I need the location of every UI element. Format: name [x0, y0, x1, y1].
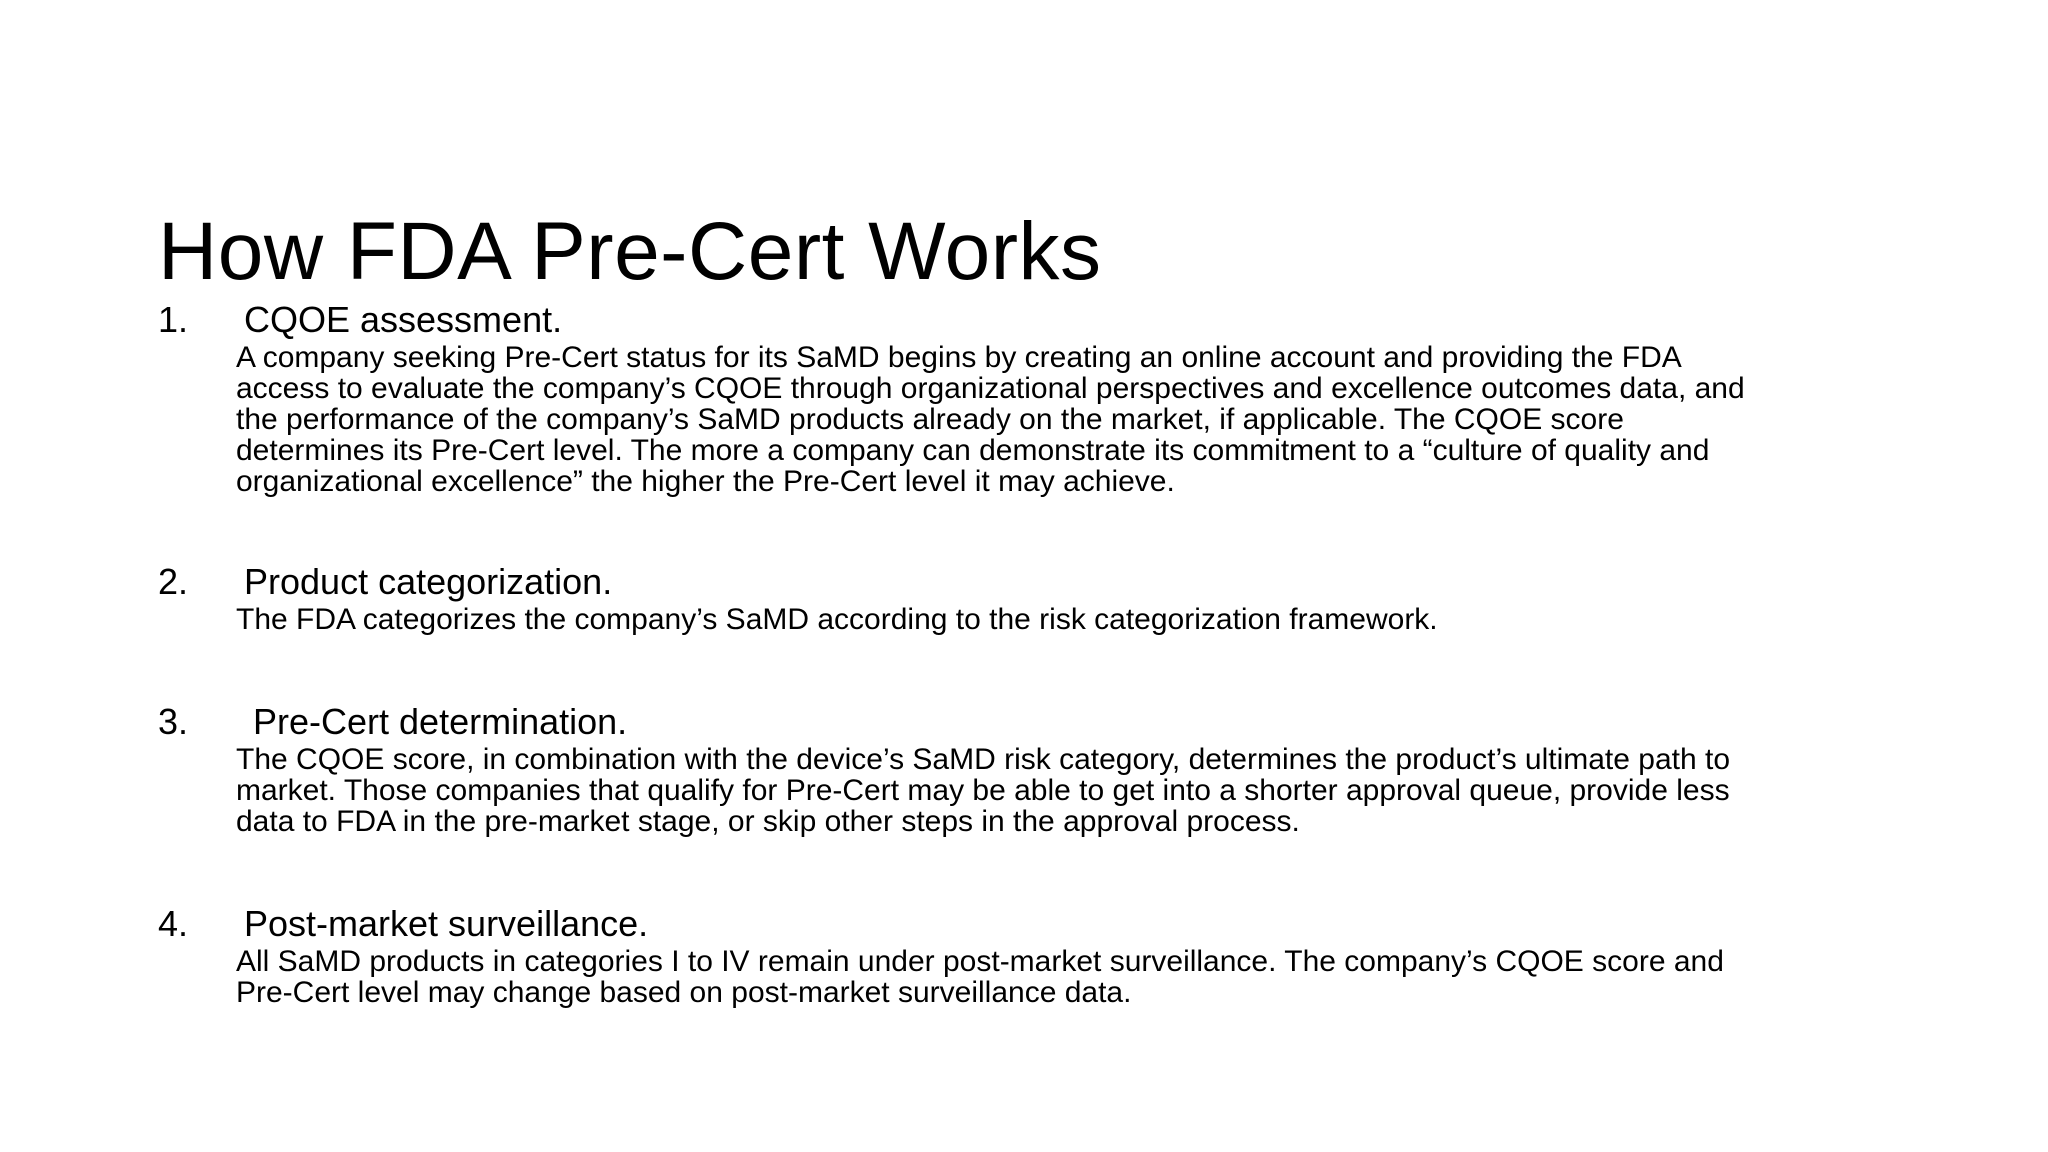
slide-title: How FDA Pre-Cert Works	[158, 205, 1102, 297]
list-item-heading: CQOE assessment.	[244, 299, 563, 340]
list-item-cqoe-assessment	[158, 298, 1918, 497]
list-item-number: 3.	[158, 701, 189, 742]
list-item-description: The CQOE score, in combination with the device’s SaMD risk category, determines the product’s ultimate path to market. Those companies that qualify for Pre-Cert may be able to get into a shorter approval queue, provide less data to FDA in the pre-market stage, or skip other steps in the approval process.	[236, 743, 1731, 838]
list-item-number: 2.	[158, 561, 189, 602]
list-item-heading: Product categorization.	[244, 561, 613, 602]
list-item-description: All SaMD products in categories I to IV remain under post-market surveillance. The company’s CQOE score and Pre-Cert level may change based on post-market surveillance data.	[236, 945, 1724, 1009]
list-item-description: A company seeking Pre-Cert status for its SaMD begins by creating an online account and providing the FDA access to evaluate the company’s CQOE through organizational perspectives and excellence outcomes data, and the performance of the company’s SaMD products already on the market, if applicable. The CQOE score determines its Pre-Cert level. The more a company can demonstrate its commitment to a “culture of quality and organizational excellence” the higher the Pre-Cert level it may achieve.	[236, 341, 1745, 498]
list-item-pre-cert-determination	[158, 700, 1918, 837]
list-item-product-categorization	[158, 560, 1918, 635]
list-item-header	[158, 700, 1918, 744]
list-item-header	[158, 902, 1918, 946]
list-item-heading: Post-market surveillance.	[244, 903, 649, 944]
list-item-header	[158, 560, 1918, 604]
list-item-description: The FDA categorizes the company’s SaMD according to the risk categorization framework.	[236, 603, 1438, 636]
list-item-post-market-surveillance	[158, 902, 1918, 1008]
list-item-header	[158, 298, 1918, 342]
list-item-number: 1.	[158, 299, 189, 340]
list-item-number: 4.	[158, 903, 189, 944]
list-item-heading: Pre-Cert determination.	[253, 701, 628, 742]
